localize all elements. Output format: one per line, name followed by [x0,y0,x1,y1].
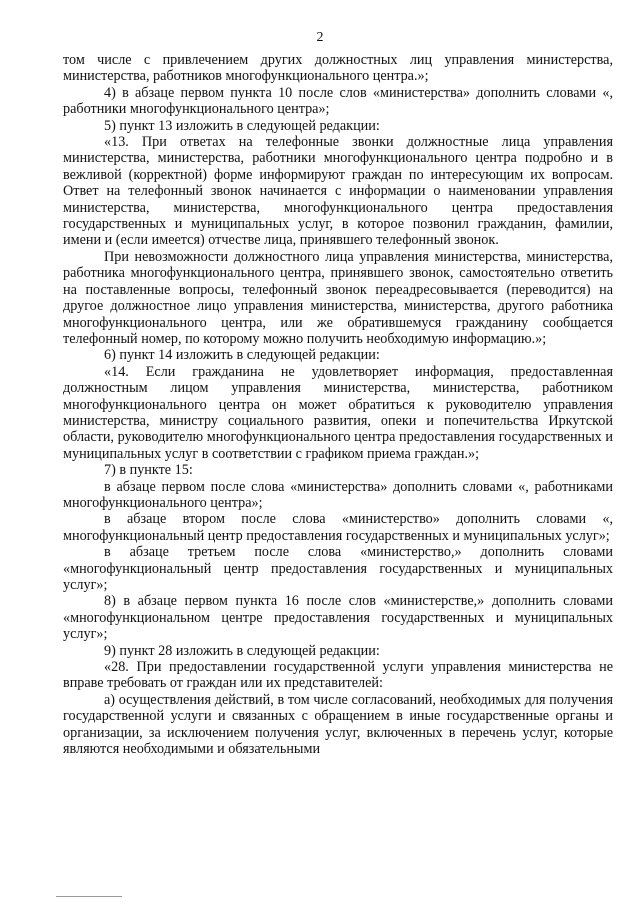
paragraph-continuation: том числе с привлечением других должностных лиц управления министерства, министерства, работников многофункционального центра.»; [63,52,613,85]
paragraph-clause-13: «13. При ответах на телефонные звонки должностные лица управления министерства, министерства, работники многофункционального центра подробно и в вежливой (корректной) форме информируют граждан по интересующим их вопросам. Ответ на телефонный звонок начинается с информации о наименовании управления министерства, министерства, многофункционального центра предоставления государственных и муниципальных услуг, в которое позвонил гражданин, фамилии, имени и (если имеется) отчестве лица, принявшего телефонный звонок. [63,134,613,249]
paragraph-clause-28: «28. При предоставлении государственной услуги управления министерства не вправе требовать от граждан или их представителей: [63,659,613,692]
paragraph-clause-13-second: При невозможности должностного лица управления министерства, министерства, работника многофункционального центра, принявшего звонок, самостоятельно ответить на поставленные вопросы, телефонный звонок переадресовывается (переводится) на другое должностное лицо управления министерства, министерства, другого работника многофункционального центра, или же обратившемуся гражданину сообщается телефонный номер, по которому можно получить необходимую информацию.»; [63,248,613,347]
paragraph-item-7-third: в абзаце третьем после слова «министерство,» дополнить словами «многофункциональный центр предоставления государственных и муниципальных услуг»; [63,544,613,593]
document-body [63,52,613,757]
paragraph-item-7-second: в абзаце втором после слова «министерство» дополнить словами «, многофункциональный центр предоставления государственных и муниципальных услуг»; [63,511,613,544]
page-number: 2 [316,30,324,45]
paragraph-clause-14: «14. Если гражданина не удовлетворяет информация, предоставленная должностным лицом управления министерства, министерства, работником многофункционального центра он может обратиться к руководителю управления министерства, министру социального развития, опеки и попечительства Иркутской области, руководителю многофункционального центра предоставления государственных и муниципальных услуг в соответствии с графиком приема граждан.»; [63,363,613,462]
paragraph-item-9: 9) пункт 28 изложить в следующей редакции: [104,642,380,659]
paragraph-item-4: 4) в абзаце первом пункта 10 после слов «министерства» дополнить словами «, работники многофункционального центра»; [63,84,613,118]
paragraph-item-8: 8) в абзаце первом пункта 16 после слов «министерстве,» дополнить словами «многофункциональном центре предоставления государственных и муниципальных услуг»; [63,593,613,643]
paragraph-item-7-first: в абзаце первом после слова «министерства» дополнить словами «, работниками многофункционального центра»; [63,478,613,511]
paragraph-item-5: 5) пункт 13 изложить в следующей редакции: [104,117,380,134]
paragraph-item-7: 7) в пункте 15: [104,462,193,479]
paragraph-item-6: 6) пункт 14 изложить в следующей редакции: [104,347,380,364]
paragraph-clause-28-a: а) осуществления действий, в том числе согласований, необходимых для получения государственной услуги и связанных с обращением в иные государственные органы и организации, за исключением получения услуг, включенных в перечень услуг, которые являются необходимыми и обязательными [63,691,613,758]
footer-divider [56,896,122,897]
